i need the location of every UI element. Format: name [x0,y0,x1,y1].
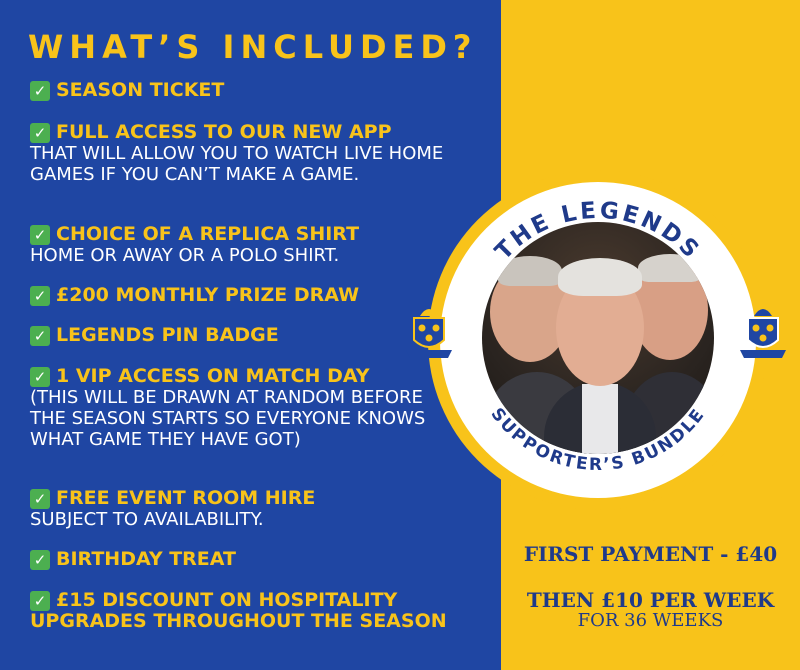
item-heading: FREE EVENT ROOM HIRE [56,487,316,509]
item-body: SUBJECT TO AVAILABILITY. [30,509,264,530]
club-crest-icon [400,300,458,362]
item-heading: FULL ACCESS TO OUR NEW APP [56,121,392,143]
list-item [30,366,500,450]
check-mark-icon: ✓ [30,123,50,143]
page-title: WHAT’S INCLUDED? [28,28,478,66]
check-mark-icon: ✓ [30,286,50,306]
item-heading: ✓ £15 DISCOUNT ON HOSPITALITY UPGRADES THROUGHOUT THE SEASON [30,589,447,632]
check-mark-icon: ✓ [30,225,50,245]
badge-top-text: THE LEGENDS [490,197,706,266]
item-heading: LEGENDS PIN BADGE [56,324,279,346]
check-mark-icon: ✓ [30,326,50,346]
item-heading: SEASON TICKET [56,79,225,101]
svg-text:SUPPORTER’S BUNDLE [487,404,710,475]
weekly-payment: THEN £10 PER WEEK [526,588,775,612]
club-crest-icon [734,300,792,362]
check-mark-icon: ✓ [30,550,50,570]
item-heading: BIRTHDAY TREAT [56,548,236,570]
item-heading: 1 VIP ACCESS ON MATCH DAY [56,365,370,387]
list-item [30,590,500,632]
item-body: HOME OR AWAY OR A POLO SHIRT. [30,245,340,266]
payment-duration: FOR 36 WEEKS [577,610,724,631]
first-payment: FIRST PAYMENT - £40 [523,542,778,566]
list-item [30,549,500,570]
list-item [30,80,500,101]
check-mark-icon: ✓ [30,81,50,101]
item-body: (THIS WILL BE DRAWN AT RANDOM BEFORE THE SEASON STARTS SO EVERYONE KNOWS WHAT GAME THEY HAVE GOT) [30,387,426,450]
badge-bottom-text: SUPPORTER’S BUNDLE [486,404,710,476]
badge-text [440,182,756,498]
check-mark-icon: ✓ [30,489,50,509]
item-body: THAT WILL ALLOW YOU TO WATCH LIVE HOME GAMES IF YOU CAN’T MAKE A GAME. [30,143,444,185]
list-item [30,488,500,530]
list-item [30,224,500,266]
check-mark-icon: ✓ [30,591,50,611]
item-heading: CHOICE OF A REPLICA SHIRT [56,223,360,245]
item-heading: £200 MONTHLY PRIZE DRAW [56,284,360,306]
list-item [30,122,500,185]
svg-text:THE LEGENDS [490,198,705,265]
check-mark-icon: ✓ [30,367,50,387]
